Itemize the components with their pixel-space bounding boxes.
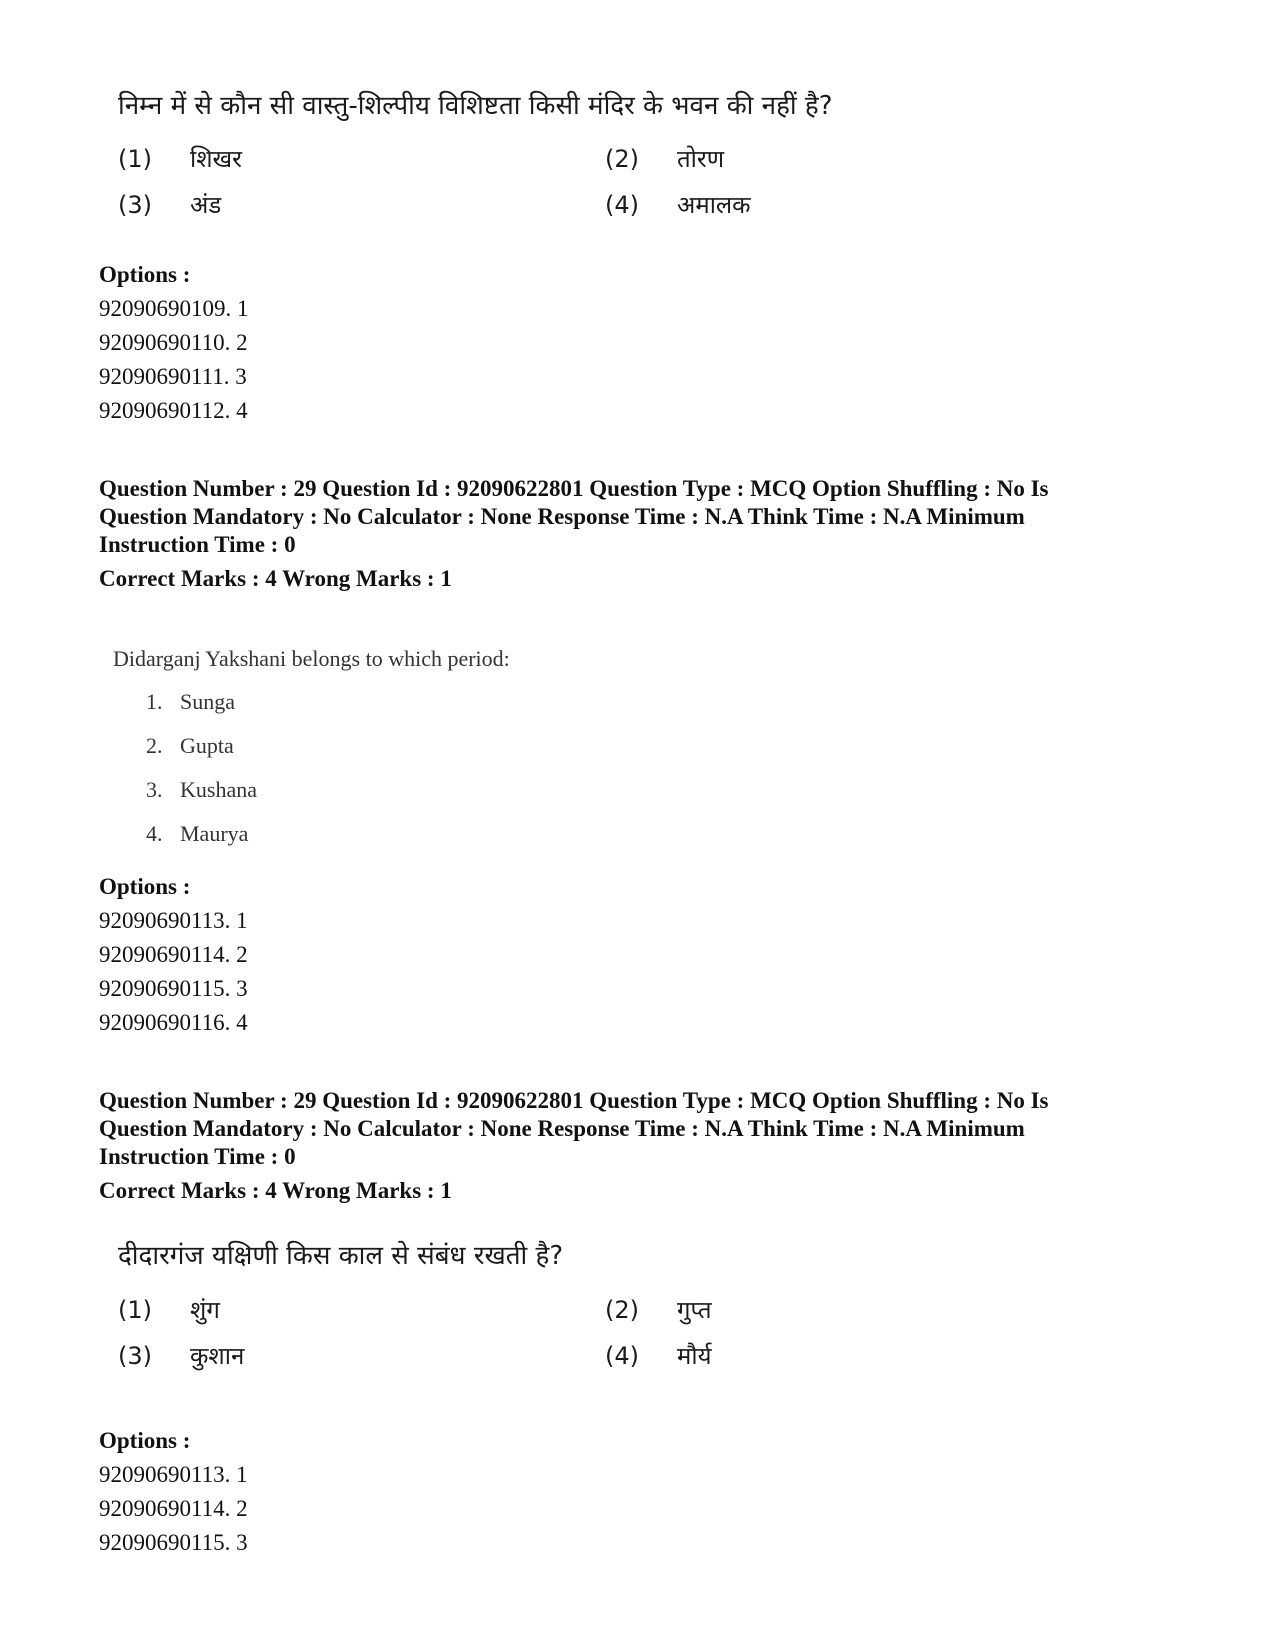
choice-1	[118, 1293, 220, 1326]
question-meta-line: Instruction Time : 0	[99, 1144, 296, 1169]
question-meta-line: Instruction Time : 0	[99, 532, 296, 557]
choice-text: शिखर	[190, 145, 242, 173]
choice-number: 1.	[146, 689, 163, 714]
choice-2	[605, 1293, 712, 1326]
choice-number: 4.	[146, 821, 163, 846]
question-meta-line: Question Mandatory : No Calculator : None Response Time : N.A Think Time : N.A Minimum	[99, 1116, 1025, 1141]
choice-text: तोरण	[677, 145, 725, 173]
choice-2	[146, 733, 234, 759]
option-line: 92090690114. 2	[99, 1496, 248, 1521]
choice-text: शुंग	[190, 1296, 220, 1324]
option-line: 92090690110. 2	[99, 330, 248, 355]
option-line: 92090690115. 3	[99, 1530, 248, 1555]
choice-2	[605, 142, 724, 175]
choice-text: गुप्त	[677, 1296, 712, 1324]
question-meta-line: Question Number : 29 Question Id : 92090622801 Question Type : MCQ Option Shuffling : No Is	[99, 1088, 1049, 1113]
choice-text: Maurya	[180, 821, 249, 846]
choice-number: 2.	[146, 733, 163, 758]
question-text-hindi: निम्न में से कौन सी वास्तु-शिल्पीय विशिष्टता किसी मंदिर के भवन की नहीं है?	[118, 91, 833, 121]
choice-text: Kushana	[180, 777, 257, 802]
option-line: 92090690111. 3	[99, 364, 247, 389]
choice-text: अमालक	[677, 191, 751, 219]
question-text-english: Didarganj Yakshani belongs to which period:	[113, 646, 510, 671]
choice-number: (4)	[605, 191, 639, 219]
choice-3	[118, 1339, 244, 1372]
question-meta-line: Question Number : 29 Question Id : 92090622801 Question Type : MCQ Option Shuffling : No Is	[99, 476, 1049, 501]
marks-line: Correct Marks : 4 Wrong Marks : 1	[99, 1178, 452, 1203]
choice-1	[146, 689, 235, 715]
choice-4	[605, 1339, 712, 1372]
choice-number: (3)	[118, 191, 152, 219]
option-line: 92090690115. 3	[99, 976, 248, 1001]
choice-text: मौर्य	[677, 1342, 712, 1370]
question-text-hindi: दीदारगंज यक्षिणी किस काल से संबंध रखती है?	[118, 1241, 564, 1271]
choice-number: (1)	[118, 1296, 152, 1324]
choice-number: 3.	[146, 777, 163, 802]
option-line: 92090690116. 4	[99, 1010, 248, 1035]
choice-4	[146, 821, 248, 847]
choice-1	[118, 142, 242, 175]
option-line: 92090690109. 1	[99, 296, 249, 321]
options-label: Options :	[99, 874, 191, 899]
choice-number: (2)	[605, 1296, 639, 1324]
choice-3	[146, 777, 257, 803]
choice-text: कुशान	[190, 1342, 245, 1370]
choice-number: (3)	[118, 1342, 152, 1370]
choice-number: (1)	[118, 145, 152, 173]
options-label: Options :	[99, 262, 191, 287]
question-meta-line: Question Mandatory : No Calculator : None Response Time : N.A Think Time : N.A Minimum	[99, 504, 1025, 529]
choice-text: अंड	[190, 191, 222, 219]
option-line: 92090690113. 1	[99, 908, 248, 933]
option-line: 92090690114. 2	[99, 942, 248, 967]
choice-number: (2)	[605, 145, 639, 173]
option-line: 92090690113. 1	[99, 1462, 248, 1487]
options-label: Options :	[99, 1428, 191, 1453]
choice-text: Gupta	[180, 733, 234, 758]
option-line: 92090690112. 4	[99, 398, 248, 423]
choice-3	[118, 188, 221, 221]
choice-4	[605, 188, 751, 221]
marks-line: Correct Marks : 4 Wrong Marks : 1	[99, 566, 452, 591]
choice-text: Sunga	[180, 689, 235, 714]
choice-number: (4)	[605, 1342, 639, 1370]
